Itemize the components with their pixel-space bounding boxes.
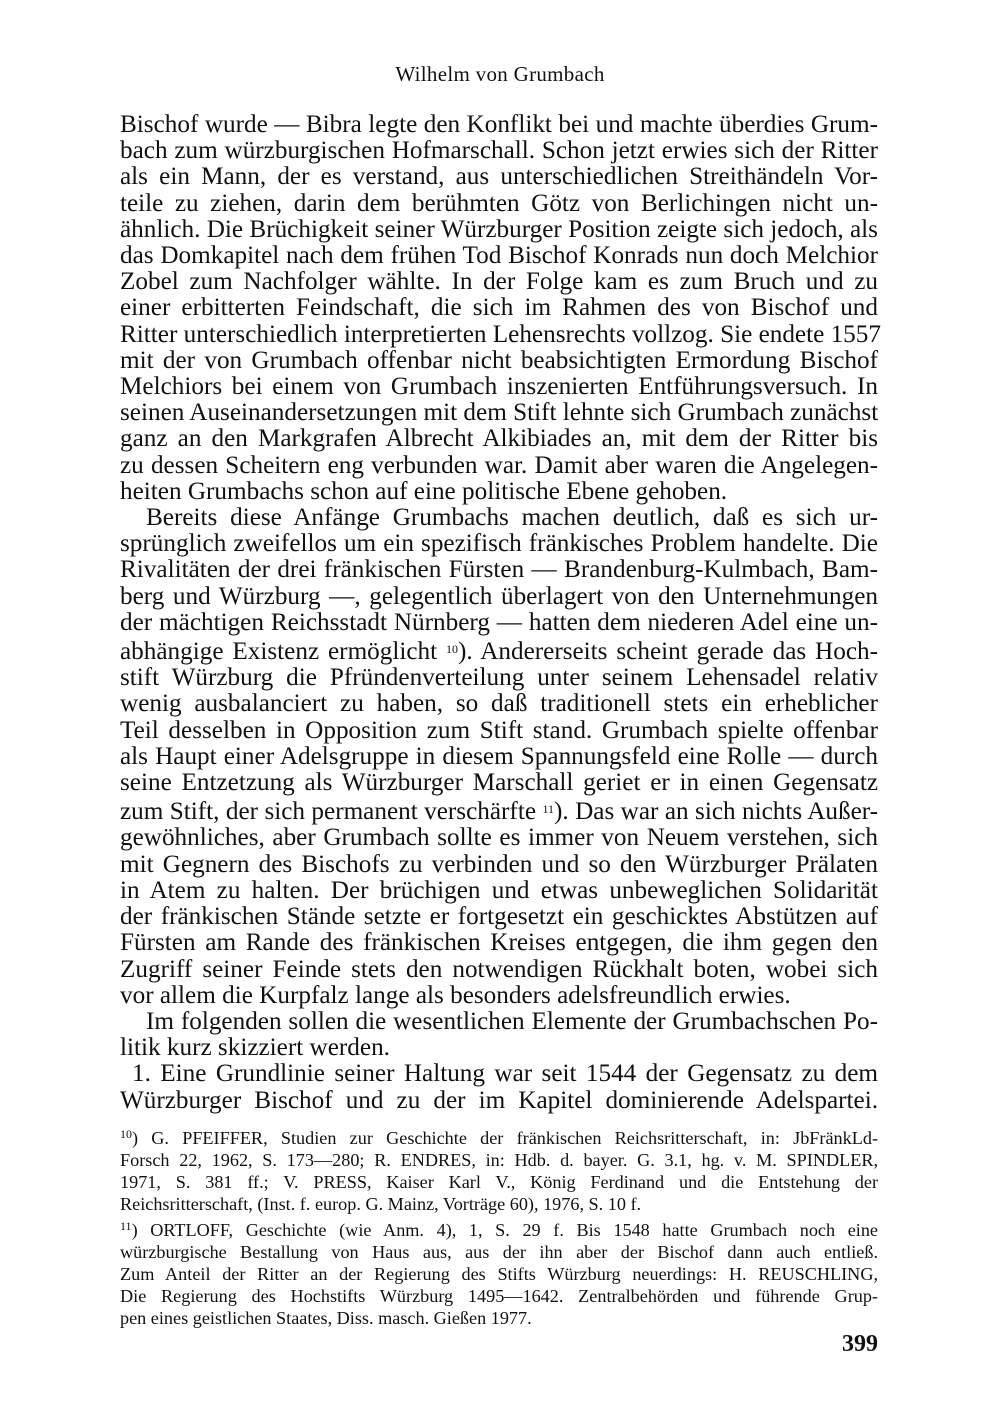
footnote-line: Forsch 22, 1962, S. 173—280; R. ENDRES, in: Hdb. d. bayer. G. 3.1, hg. v. M. SPINDLER, bbox=[120, 1150, 878, 1170]
paragraph-1 bbox=[120, 111, 881, 505]
text-line bbox=[120, 796, 878, 825]
text-line: wenig ausbalanciert zu haben, so daß traditionell stets ein erheblicher bbox=[120, 690, 878, 718]
text-line: der mächtigen Reichsstadt Nürnberg — hatten dem niederen Adel eine un- bbox=[120, 608, 878, 636]
text-line: in Atem zu halten. Der brüchigen und etwas unbeweglichen Solidarität bbox=[120, 876, 878, 904]
footnotes bbox=[120, 1123, 878, 1329]
footnote-line: pen eines geistlichen Staates, Diss. masch. Gießen 1977. bbox=[120, 1308, 532, 1328]
text-line: als Haupt einer Adelsgruppe in diesem Spannungsfeld eine Rolle — durch bbox=[120, 742, 878, 770]
text-line: Teil desselben in Opposition zum Stift stand. Grumbach spielte offenbar bbox=[120, 716, 878, 744]
text-line: zu dessen Scheitern eng verbunden war. Damit aber waren die Angelegen- bbox=[120, 451, 878, 479]
footnote-number: 11 bbox=[120, 1219, 132, 1233]
text-line: seinen Auseinandersetzungen mit dem Stift lehnte sich Grumbach zunächst bbox=[120, 399, 879, 427]
text-segment: abhängige Existenz ermöglicht bbox=[120, 638, 438, 666]
text-segment: ) ORTLOFF, Geschichte (wie Anm. 4), 1, S. 29 f. Bis 1548 hatte Grumbach noch eine bbox=[131, 1220, 878, 1240]
text-line: ähnlich. Die Brüchigkeit seiner Würzburger Position zeigte sich jedoch, als bbox=[120, 215, 878, 243]
paragraph-3 bbox=[120, 1009, 878, 1061]
footnote-11 bbox=[120, 1215, 878, 1329]
text-line: sprünglich zweifellos um ein spezifisch fränkisches Problem handelte. Die bbox=[120, 530, 878, 558]
text-line bbox=[120, 636, 878, 665]
text-line: Melchiors bei einem von Grumbach inszenierten Entführungsversuch. In bbox=[120, 373, 878, 401]
text-line: einer erbitterten Feindschaft, die sich im Rahmen des von Bischof und bbox=[120, 294, 878, 322]
footnote-line: 1971, S. 381 ff.; V. PRESS, Kaiser Karl V., König Ferdinand und die Entstehung der bbox=[120, 1172, 878, 1192]
footnote-10 bbox=[120, 1123, 878, 1215]
footnote-number: 10 bbox=[120, 1127, 132, 1141]
text-line: 1. Eine Grundlinie seiner Haltung war seit 1544 der Gegensatz zu dem bbox=[132, 1060, 878, 1088]
text-segment: zum Stift, der sich permanent verschärfte bbox=[120, 798, 537, 826]
text-line: Bereits diese Anfänge Grumbachs machen deutlich, daß es sich ur- bbox=[146, 504, 878, 532]
text-line: das Domkapitel nach dem frühen Tod Bischof Konrads nun doch Melchior bbox=[120, 242, 878, 270]
text-line: Würzburger Bischof und zu der im Kapitel dominierende Adelspartei. bbox=[120, 1086, 878, 1114]
text-line: heiten Grumbachs schon auf eine politische Ebene gehoben. bbox=[120, 477, 728, 505]
text-line: Zugriff seiner Feinde stets den notwendigen Rückhalt boten, wobei sich bbox=[120, 955, 878, 983]
paragraph-4 bbox=[120, 1061, 878, 1113]
text-line: berg und Würzburg —, gelegentlich überlagert von den Unternehmungen bbox=[120, 582, 878, 610]
text-line: mit Gegnern des Bischofs zu verbinden und so den Würzburger Prälaten bbox=[120, 850, 878, 878]
text-line: ganz an den Markgrafen Albrecht Alkibiades an, mit dem der Ritter bis bbox=[120, 425, 878, 453]
text-segment: ) G. PFEIFFER, Studien zur Geschichte der fränkischen Reichsritterschaft, in: JbFränkLd- bbox=[132, 1128, 878, 1148]
text-segment: ). Andererseits scheint gerade das Hoch- bbox=[458, 638, 879, 666]
text-line: Ritter unterschiedlich interpretierten Lehensrechts vollzog. Sie endete 1557 bbox=[120, 320, 881, 348]
text-line: gewöhnliches, aber Grumbach sollte es immer von Neuem verstehen, sich bbox=[120, 824, 878, 852]
footnote-ref-10: 10 bbox=[446, 642, 459, 657]
footnote-ref-11: 11 bbox=[542, 802, 554, 817]
footnote-line bbox=[120, 1215, 878, 1241]
footnote-line: Reichsritterschaft, (Inst. f. europ. G. Mainz, Vorträge 60), 1976, S. 10 f. bbox=[120, 1194, 642, 1214]
page-number: 399 bbox=[842, 1331, 878, 1357]
text-line: litik kurz skizziert werden. bbox=[120, 1034, 390, 1062]
text-line: mit der von Grumbach offenbar nicht beabsichtigten Ermordung Bischof bbox=[120, 346, 878, 374]
text-line: Zobel zum Nachfolger wählte. In der Folge kam es zum Bruch und zu bbox=[120, 268, 878, 296]
body-text bbox=[120, 111, 881, 1114]
text-line: bach zum würzburgischen Hofmarschall. Schon jetzt erwies sich der Ritter bbox=[120, 137, 878, 165]
footnote-line: würzburgische Bestallung von Haus aus, aus der ihn aber der Bischof dann auch entließ. bbox=[120, 1242, 878, 1262]
text-line: der fränkischen Stände setzte er fortgesetzt ein geschicktes Abstützen auf bbox=[120, 903, 878, 931]
text-line: Fürsten am Rande des fränkischen Kreises entgegen, die ihm gegen den bbox=[120, 929, 878, 957]
footnote-line: Die Regierung des Hochstifts Würzburg 1495—1642. Zentralbehörden und führende Grup- bbox=[120, 1286, 878, 1306]
footnote-line: Zum Anteil der Ritter an der Regierung des Stifts Würzburg neuerdings: H. REUSCHLING, bbox=[120, 1264, 878, 1284]
text-line: vor allem die Kurpfalz lange als besonders adelsfreundlich erwies. bbox=[120, 981, 791, 1009]
text-line: seine Entzetzung als Würzburger Marschall geriet er in einen Gegensatz bbox=[120, 769, 878, 797]
text-line: Im folgenden sollen die wesentlichen Elemente der Grumbachschen Po- bbox=[146, 1007, 878, 1035]
text-line: als ein Mann, der es verstand, aus unterschiedlichen Streithändeln Vor- bbox=[120, 163, 878, 191]
text-segment: ). Das war an sich nichts Außer- bbox=[554, 798, 879, 826]
text-line: stift Würzburg die Pfründenverteilung unter seinem Lehensadel relativ bbox=[120, 664, 878, 692]
text-line: teile zu ziehen, darin dem berühmten Götz von Berlichingen nicht un- bbox=[120, 189, 878, 217]
text-line: Bischof wurde — Bibra legte den Konflikt bei und machte überdies Grum- bbox=[120, 111, 878, 138]
paragraph-2 bbox=[120, 505, 878, 1009]
running-head: Wilhelm von Grumbach bbox=[395, 62, 605, 86]
footnote-line bbox=[120, 1123, 878, 1149]
text-line: Rivalitäten der drei fränkischen Fürsten — Brandenburg-Kulmbach, Bam- bbox=[120, 556, 878, 584]
